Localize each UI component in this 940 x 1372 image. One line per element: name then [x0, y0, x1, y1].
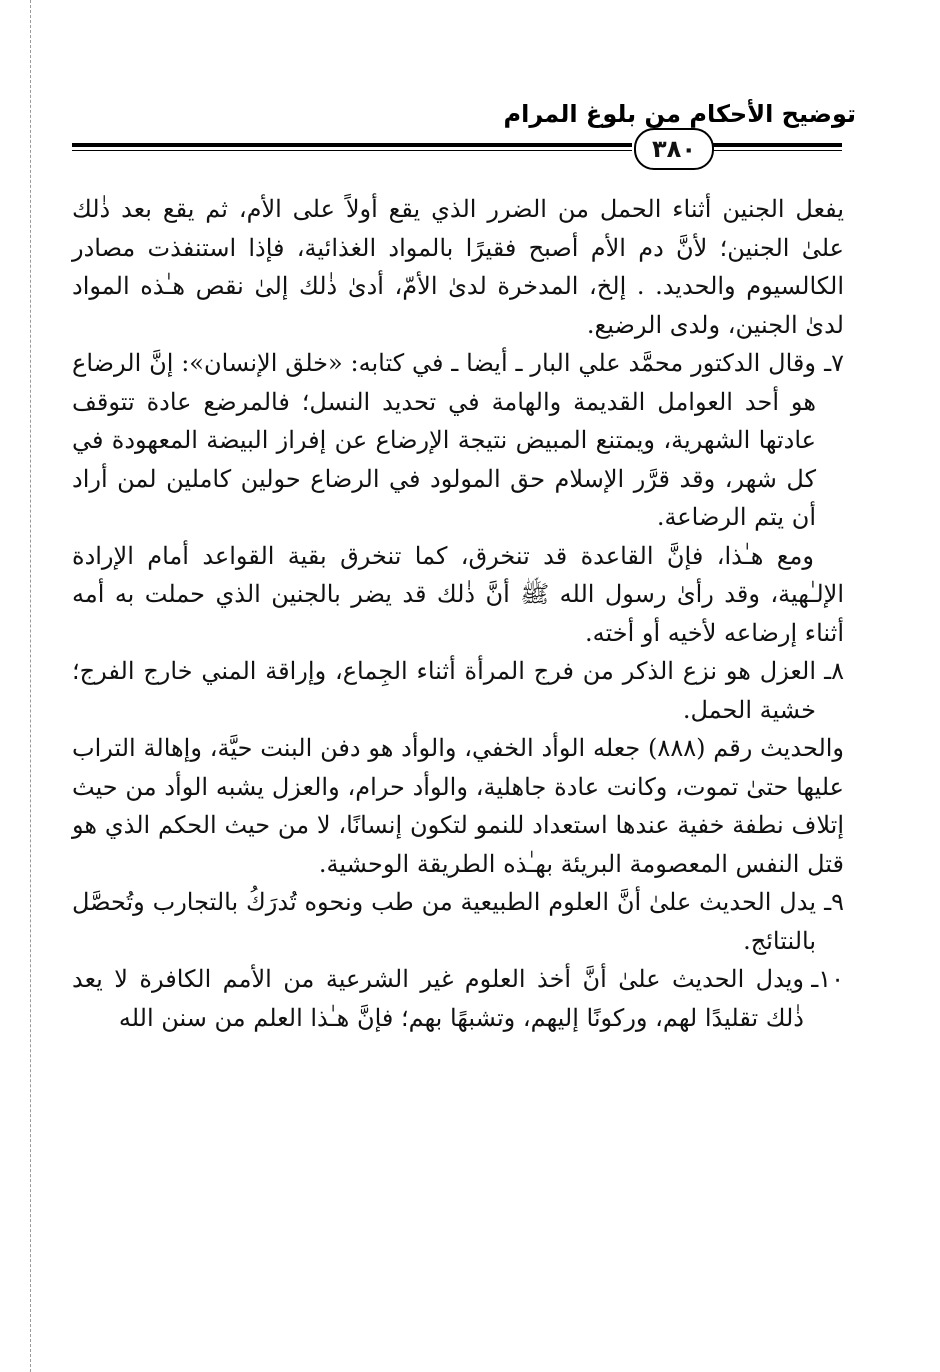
margin-dashed-rule: [30, 0, 31, 1372]
page-body: [72, 190, 844, 1037]
list-item-9: [72, 883, 844, 960]
page-number: ٣٨٠: [634, 128, 714, 170]
item-text: يدل الحديث علىٰ أنَّ العلوم الطبيعية من طب ونحوه تُدرَكُ بالتجارب وتُحصَّل بالنتائج.: [72, 888, 816, 955]
item-number: ٩ـ: [824, 888, 844, 916]
item-number: ١٠ـ: [811, 965, 844, 993]
book-title: توضيح الأحكام من بلوغ المرام: [503, 100, 856, 128]
paragraph: ومع هـٰذا، فإنَّ القاعدة قد تنخرق، كما تنخرق بقية القواعد أمام الإرادة الإلـٰهية، وقد رأىٰ رسول الله ﷺ أنَّ ذٰلك قد يضر بالجنين الذي حملت به أمه أثناء إرضاعه لأخيه أو أخته.: [72, 541, 844, 647]
header-rule-thin-right: [712, 150, 842, 151]
item-number: ٧ـ: [824, 349, 844, 377]
header-rule-thick-right: [712, 143, 842, 147]
header-rule-thick-left: [72, 143, 632, 147]
paragraph-continuation: يفعل الجنين أثناء الحمل من الضرر الذي يقع أولاً على الأم، ثم يقع بعد ذٰلك علىٰ الجنين؛ لأنَّ دم الأم أصبح فقيرًا بالمواد الغذائية، فإذا استنفذت مصادر الكالسيوم والحديد. . إلخ، المدخرة لدىٰ الأمّ، أدىٰ ذٰلك إلىٰ نقص هـٰذه المواد لدىٰ الجنين، ولدى الرضيع.: [72, 195, 844, 339]
item-text: ويدل الحديث علىٰ أنَّ أخذ العلوم غير الشرعية من الأمم الكافرة لا يعد ذٰلك تقليدًا لهم، وركونًا إليهم، وتشبهًا بهم؛ فإنَّ هـٰذا العلم من سنن الله: [72, 965, 804, 1032]
paragraph: والحديث رقم (٨٨٨) جعله الوأد الخفي، والوأد هو دفن البنت حيَّة، وإهالة التراب عليها حتىٰ تموت، وكانت عادة جاهلية، والوأد حرام، والعزل يشبه الوأد من حيث إتلاف نطفة خفية عندها استعداد للنمو لتكون إنسانًا، لا من حيث الحكم الذي هو قتل النفس المعصومة البريئة بهـٰذه الطريقة الوحشية.: [72, 734, 845, 878]
item-text: العزل هو نزع الذكر من فرج المرأة أثناء الجِماع، وإراقة المني خارج الفرج؛ خشية الحمل.: [72, 657, 816, 724]
item-number: ٨ـ: [824, 657, 844, 685]
list-item-7: [72, 344, 844, 537]
list-item-10: [72, 960, 844, 1037]
header-rule-thin-left: [72, 150, 632, 151]
item-text: وقال الدكتور محمَّد علي البار ـ أيضا ـ في كتابه: «خلق الإنسان»: إنَّ الرضاع هو أحد العوامل القديمة والهامة في تحديد النسل؛ فالمرضع عادة تتوقف عادتها الشهرية، ويمتنع المبيض نتيجة الإرضاع عن إفراز البيضة المعهودة في كل شهر، وقد قرَّر الإسلام حق المولود في الرضاع حولين كاملين لمن أراد أن يتم الرضاعة.: [72, 349, 816, 531]
list-item-8: [72, 652, 844, 729]
